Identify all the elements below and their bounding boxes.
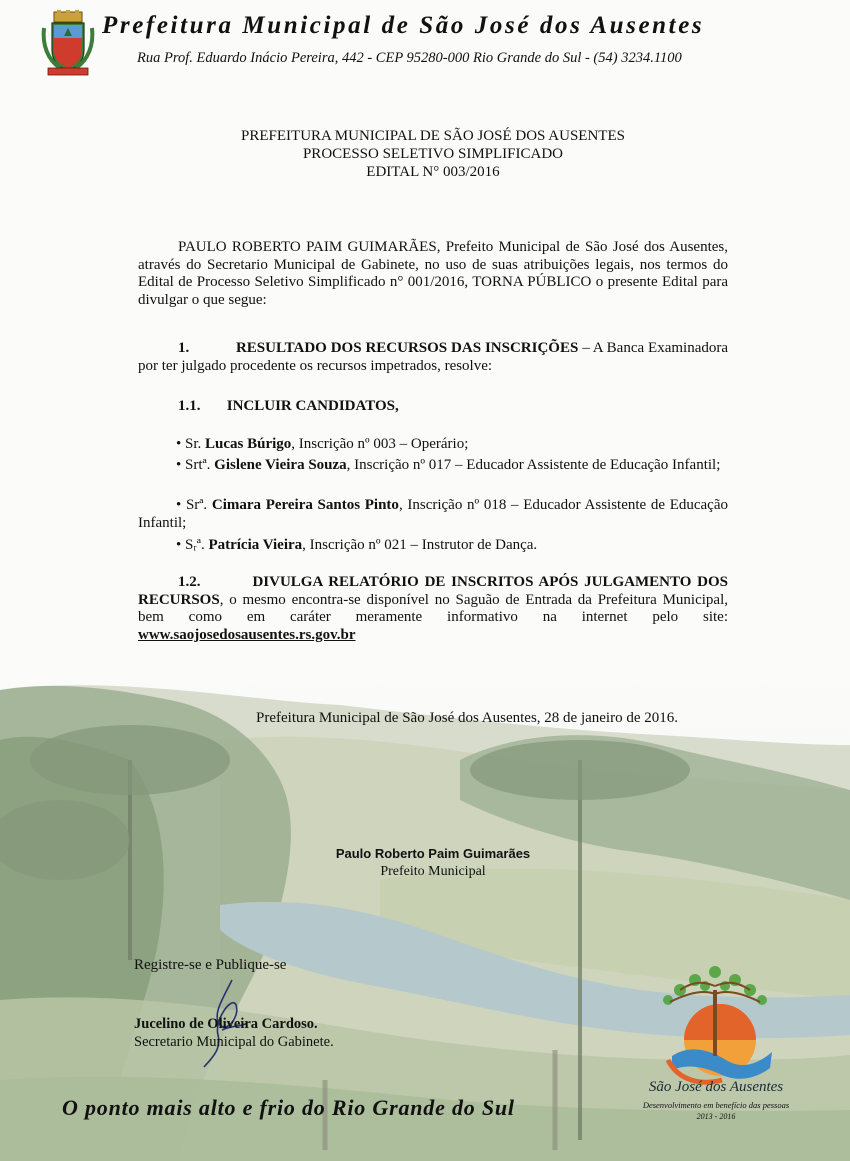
candidate-prefix: Sᵣª.: [185, 537, 209, 553]
section-1-2-text: , o mesmo encontra-se disponível no Saguão de Entrada da Prefeitura Municipal, bem como em caráter meramente informativo na internet pelo site:: [138, 591, 728, 625]
intro-paragraph: [138, 239, 728, 309]
section-1-title: RESULTADO DOS RECURSOS DAS INSCRIÇÕES: [235, 340, 579, 356]
section-1: [138, 340, 728, 375]
heading-line-1: PREFEITURA MUNICIPAL DE SÃO JOSÉ DOS AUSENTES: [241, 128, 625, 144]
candidate-details: , Inscrição nº 017 – Educador Assistente de Educação Infantil;: [346, 457, 721, 473]
signature-2-name: Jucelino de Oliveira Cardoso.: [134, 1016, 318, 1032]
candidate-prefix: Srtª.: [185, 457, 215, 473]
section-1-2-number: 1.2.: [178, 574, 201, 590]
candidate-details: , Inscrição nº 021 – Instrutor de Dança.: [302, 537, 538, 553]
bullet-icon: •: [176, 436, 182, 452]
logo-tagline: Desenvolvimento em benefício das pessoas: [642, 1100, 790, 1110]
heading-line-3: EDITAL N° 003/2016: [366, 164, 500, 180]
candidate-details: , Inscrição nº 003 – Operário;: [291, 436, 469, 452]
bullet-icon: •: [176, 497, 182, 513]
bullet-icon: •: [176, 537, 182, 553]
candidate-item: [138, 457, 728, 475]
section-1-2-title: DIVULGA RELATÓRIO DE INSCRITOS APÓS JULGAMENTO DOS RECURSOS: [138, 574, 728, 608]
register-line: Registre-se e Publique-se: [134, 957, 287, 973]
website-link[interactable]: www.saojosedosausentes.rs.gov.br: [138, 626, 356, 643]
section-1-number: 1.: [178, 340, 190, 356]
logo-years: 2013 - 2016: [696, 1112, 736, 1121]
section-1-1-number: 1.1.: [178, 398, 201, 414]
candidate-details: , Inscrição nº 018 – Educador Assistente de Educação Infantil;: [138, 497, 728, 531]
candidate-item: [138, 537, 728, 555]
intro-name: PAULO ROBERTO PAIM GUIMARÃES: [178, 239, 437, 255]
logo-name: São José dos Ausentes: [648, 1079, 784, 1095]
section-1-1-title: INCLUIR CANDIDATOS,: [226, 398, 399, 414]
candidate-prefix: Sr.: [185, 436, 206, 452]
municipality-logo-icon: [650, 960, 780, 1092]
section-1-text: – A Banca Examinadora por ter julgado procedente os recursos impetrados, resolve:: [138, 340, 729, 374]
intro-text: , Prefeito Municipal de São José dos Ausentes, através do Secretario Municipal de Gabinete, no uso de suas atribuições legais, nos termos do Edital de Processo Seletivo Simplificado n° 001/2016, TORNA PÚBLICO o presente Edital para divulgar o que segue:: [138, 239, 728, 308]
header-title: Prefeitura Municipal de São José dos Ausentes: [102, 12, 705, 39]
section-1-2: [138, 574, 728, 644]
candidate-name: Gislene Vieira Souza: [214, 457, 347, 473]
signature-1-role: Prefeito Municipal: [380, 864, 486, 879]
candidate-name: Patrícia Vieira: [208, 537, 303, 553]
header-address: Rua Prof. Eduardo Inácio Pereira, 442 - CEP 95280-000 Rio Grande do Sul - (54) 3234.1100: [137, 50, 682, 66]
candidate-item: [138, 436, 728, 454]
slogan: O ponto mais alto e frio do Rio Grande do Sul: [62, 1095, 515, 1120]
signature-1-name: Paulo Roberto Paim Guimarães: [335, 846, 531, 861]
section-1-1: [178, 398, 399, 415]
candidate-prefix: Srª.: [185, 497, 212, 513]
coat-of-arms-icon: [40, 10, 96, 76]
bullet-icon: •: [176, 457, 182, 473]
date-line: Prefeitura Municipal de São José dos Ausentes, 28 de janeiro de 2016.: [256, 710, 678, 726]
candidate-name: Lucas Búrigo: [205, 436, 292, 452]
candidate-item: [138, 497, 728, 532]
candidate-name: Cimara Pereira Santos Pinto: [211, 497, 399, 513]
heading-line-2: PROCESSO SELETIVO SIMPLIFICADO: [302, 146, 564, 162]
signature-2-role: Secretario Municipal do Gabinete.: [134, 1034, 334, 1050]
